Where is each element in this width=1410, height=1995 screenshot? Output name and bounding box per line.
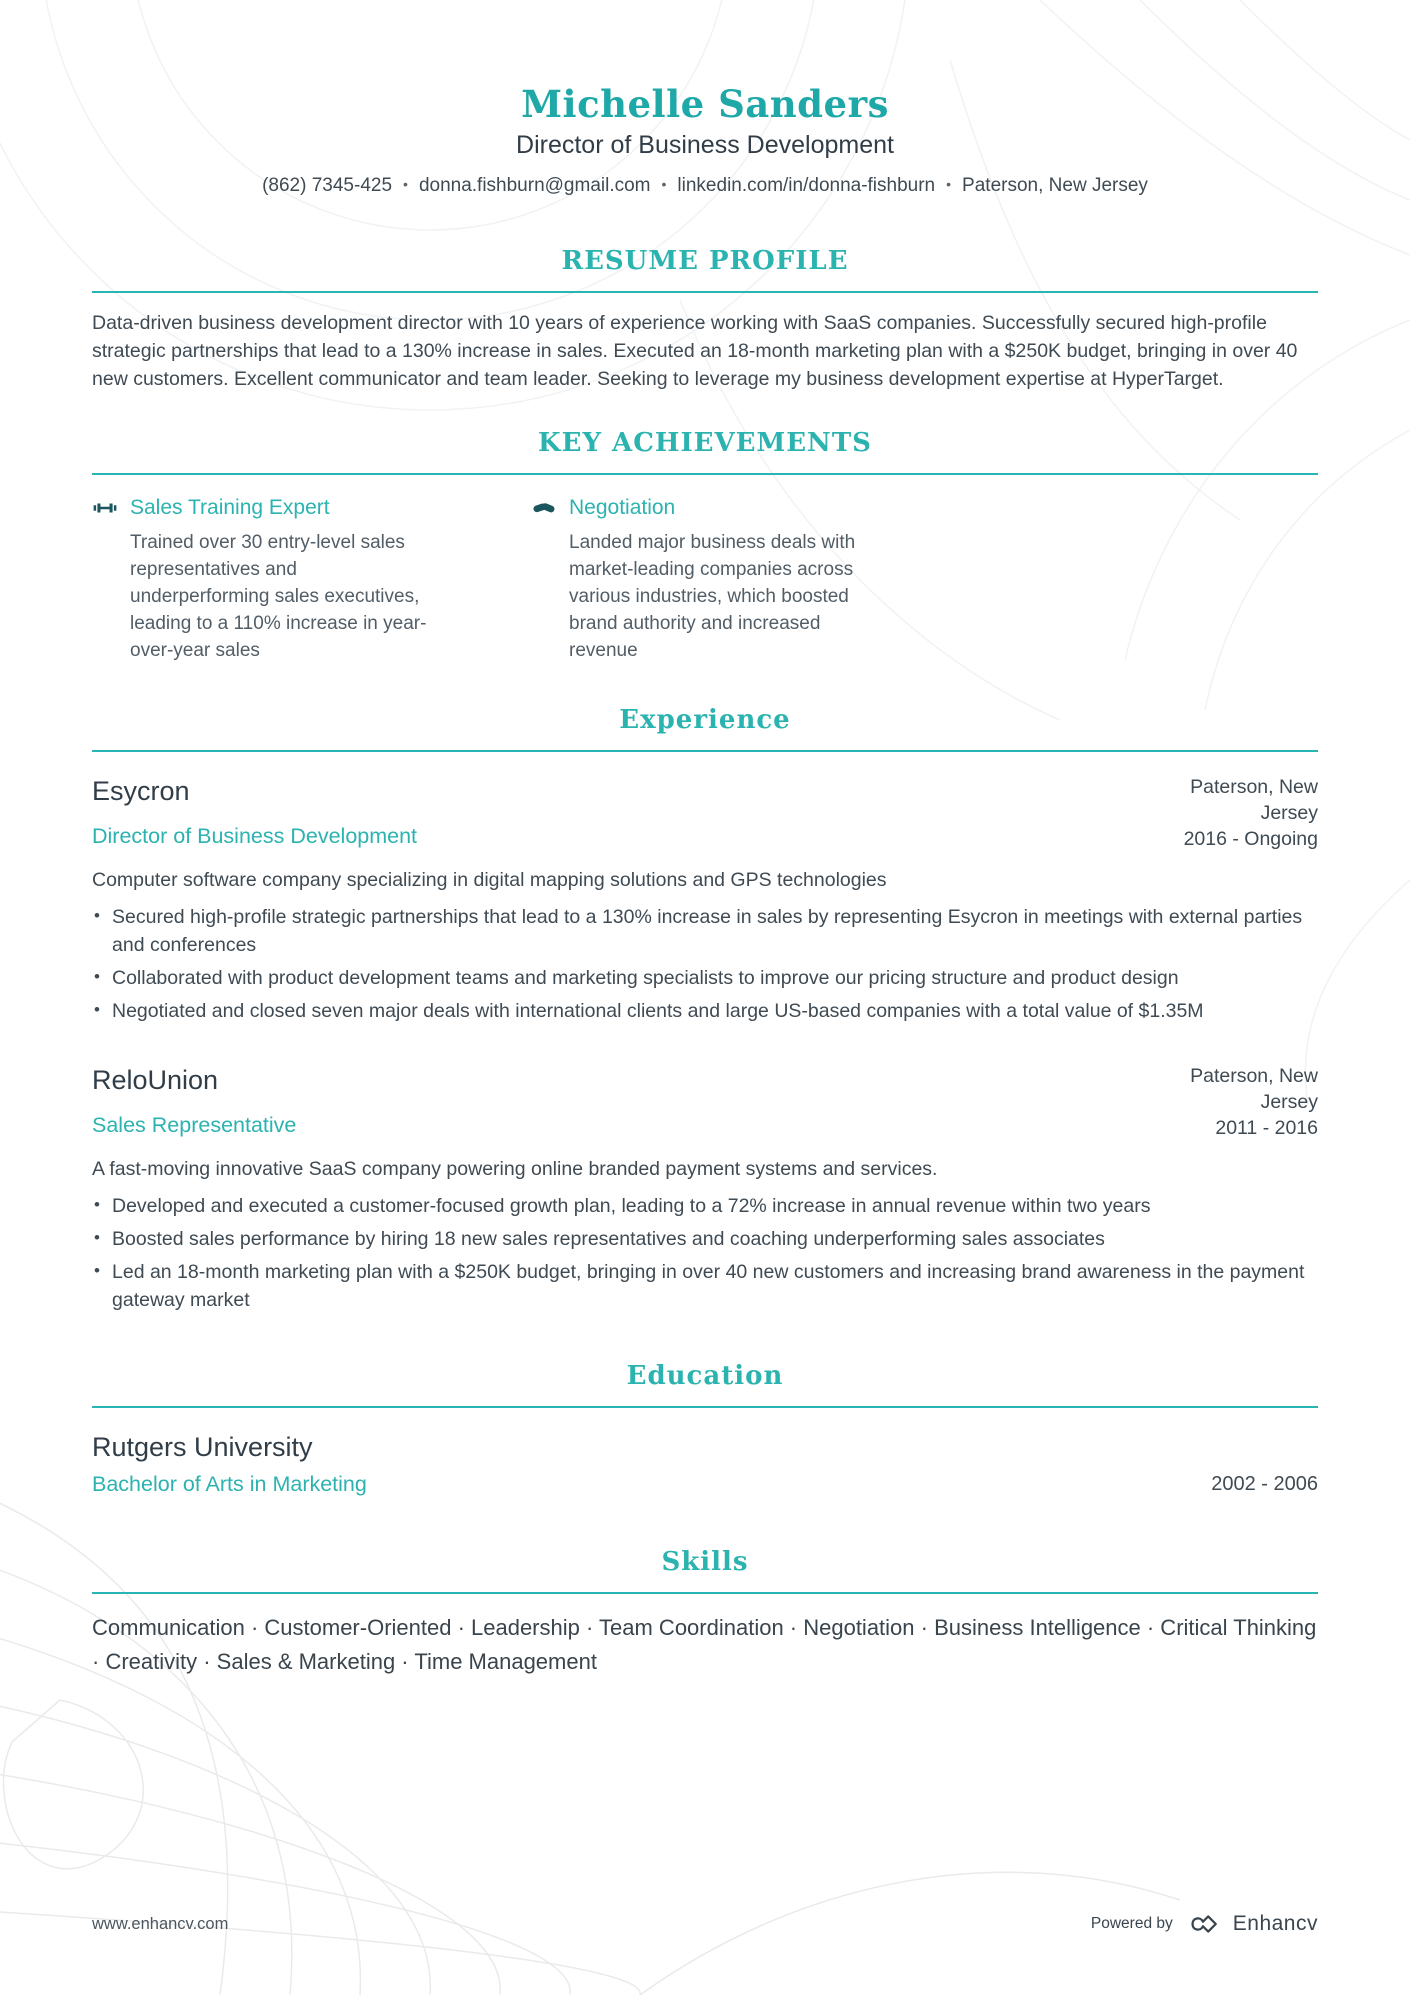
- company-name: ReloUnion: [92, 1065, 219, 1095]
- bullet-item: • Secured high-profile strategic partnerships that lead to a 130% increase in sales by representing Esycron in meetings with external parties and conferences: [92, 903, 1318, 959]
- experience-heading: Experience: [619, 705, 791, 735]
- bullet-item: • Developed and executed a customer-focused growth plan, leading to a 72% increase in annual revenue within two years: [92, 1192, 1318, 1220]
- education-heading: Education: [626, 1361, 784, 1391]
- skills-section: [92, 1546, 1318, 1679]
- phone-number: (862) 7345-425: [262, 175, 393, 196]
- resume-header: [92, 0, 1318, 199]
- bullet-item: • Negotiated and closed seven major deals with international clients and large US-based companies with a total value of $1.35M: [92, 997, 1318, 1025]
- location-text: Paterson, New Jersey: [962, 175, 1148, 196]
- achievement-title: Sales Training Expert: [130, 496, 330, 519]
- company-description: Computer software company specializing in digital mapping solutions and GPS technologies: [92, 869, 887, 891]
- powered-by-label: Powered by: [1090, 1915, 1173, 1932]
- profile-heading: RESUME PROFILE: [561, 246, 849, 276]
- contact-row: [92, 171, 1318, 199]
- enhancv-logo-icon: [1185, 1911, 1221, 1937]
- separator-dot: •: [661, 176, 667, 192]
- candidate-name: Michelle Sanders: [521, 82, 889, 126]
- email-link[interactable]: donna.fishburn@gmail.com: [418, 175, 651, 196]
- enhancv-wordmark: Enhancv: [1232, 1912, 1318, 1935]
- section-divider: [92, 1592, 1318, 1594]
- bullet-list: [92, 903, 1318, 1025]
- company-description: A fast-moving innovative SaaS company powering online branded payment systems and services.: [92, 1158, 938, 1180]
- experience-entry: [92, 774, 1318, 1025]
- profile-section: [92, 245, 1318, 393]
- achievements-section: [92, 427, 1318, 664]
- bullet-item: • Collaborated with product development teams and marketing specialists to improve our pricing structure and product design: [92, 964, 1318, 992]
- achievement-header: [531, 495, 871, 521]
- bullet-list: [92, 1192, 1318, 1314]
- achievement-item: [531, 495, 871, 664]
- achievement-item: [92, 495, 432, 664]
- job-role: Sales Representative: [92, 1113, 297, 1137]
- powered-by: [1091, 1911, 1318, 1937]
- bullet-item: • Boosted sales performance by hiring 18 new sales representatives and coaching underperforming sales associates: [92, 1225, 1318, 1253]
- enhancv-url[interactable]: www.enhancv.com: [92, 1914, 229, 1933]
- entry-header: [92, 774, 1318, 853]
- education-entry: [92, 1430, 1318, 1498]
- separator-dot: •: [403, 176, 408, 192]
- page-footer: [92, 1911, 1318, 1937]
- achievements-heading: KEY ACHIEVEMENTS: [538, 428, 872, 458]
- job-dates: 2016 - Ongoing: [1183, 828, 1318, 850]
- candidate-title: Director of Business Development: [516, 131, 894, 159]
- experience-entry: [92, 1063, 1318, 1314]
- company-name: Esycron: [92, 776, 190, 806]
- linkedin-link[interactable]: linkedin.com/in/donna-fishburn: [677, 175, 936, 196]
- bullet-item: • Led an 18-month marketing plan with a $250K budget, bringing in over 40 new customers and increasing brand awareness in the payment gateway market: [92, 1258, 1318, 1314]
- dumbbell-icon: [92, 495, 118, 521]
- section-divider: [92, 750, 1318, 752]
- job-location: Paterson, New Jersey: [1190, 776, 1318, 824]
- section-divider: [92, 291, 1318, 293]
- school-name: Rutgers University: [92, 1432, 313, 1462]
- achievements-grid: [92, 495, 1318, 664]
- achievement-title: Negotiation: [569, 496, 676, 519]
- job-dates: 2011 - 2016: [1215, 1117, 1318, 1139]
- separator-dot: •: [946, 176, 952, 192]
- education-section: [92, 1360, 1318, 1498]
- skills-list: Communication · Customer-Oriented · Leadership · Team Coordination · Negotiation · Business Intelligence · Critical Thinking · Creativity · Sales & Marketing · Time Management: [92, 1615, 1317, 1674]
- achievement-text: Landed major business deals with market-leading companies across various industries, which boosted brand authority and increased revenue: [569, 532, 856, 661]
- experience-section: [92, 704, 1318, 1314]
- section-divider: [92, 1406, 1318, 1408]
- education-dates: 2002 - 2006: [1211, 1473, 1318, 1495]
- job-role: Director of Business Development: [92, 824, 418, 848]
- achievement-header: [92, 495, 432, 521]
- degree-name: Bachelor of Arts in Marketing: [92, 1472, 367, 1496]
- entry-header: [92, 1063, 1318, 1142]
- job-location: Paterson, New Jersey: [1190, 1065, 1318, 1113]
- skills-heading: Skills: [661, 1547, 749, 1577]
- achievement-text: Trained over 30 entry-level sales representatives and underperforming sales executives, leading to a 110% increase in year-over-year sales: [130, 532, 427, 661]
- handshake-icon: [531, 495, 557, 521]
- profile-text: Data-driven business development director with 10 years of experience working with SaaS companies. Successfully secured high-profile strategic partnerships that lead to a 130% increase in sales. Executed an 18-month marketing plan with a $250K budget, bringing in over 40 new customers. Excellent communicator and team leader. Seeking to leverage my business development expertise at HyperTarget.: [92, 312, 1298, 390]
- section-divider: [92, 473, 1318, 475]
